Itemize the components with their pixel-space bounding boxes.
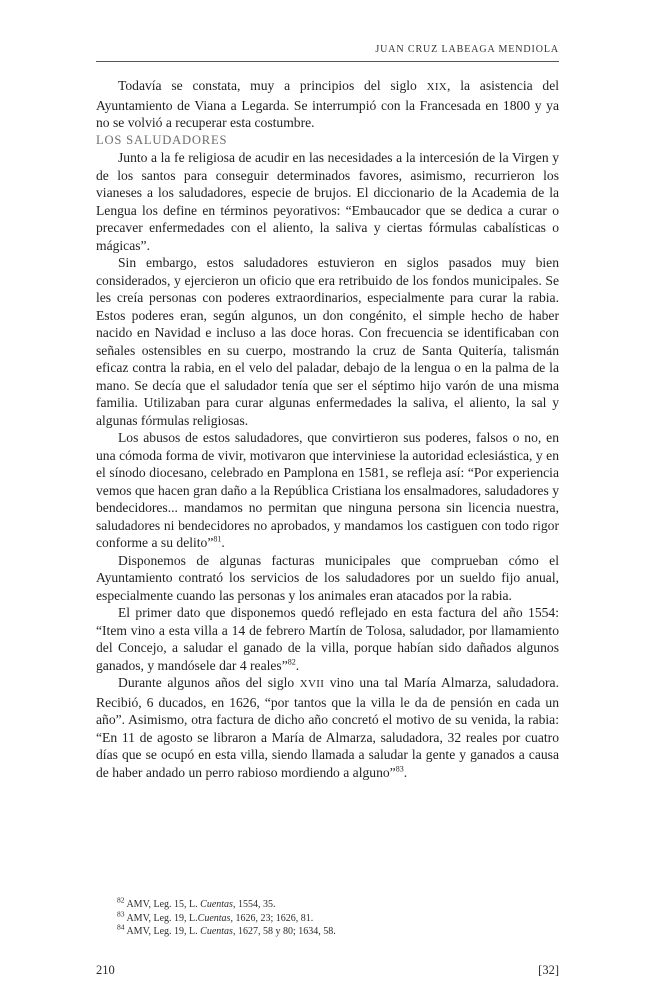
footnote-source: AMV, Leg. 15, L.: [126, 899, 201, 910]
running-header: JUAN CRUZ LABEAGA MENDIOLA: [375, 44, 559, 55]
intro-text-post: , la asistencia del Ayuntamiento de Viana a Legarda. Se interrumpió con la Francesada en 1800 y ya no se volvió a recuperar esta costumbre.: [96, 78, 559, 130]
footnote-number: 84: [117, 922, 125, 932]
paragraph-3-text: Los abusos de estos saludadores, que convirtieron sus poderes, falsos o no, en una cómoda forma de vivir, motivaron que interviniese la autoridad eclesiástica, y en el sínodo diocesano, celebrado en Pamplona en 1581, se refleja así: “Por experiencia vemos que hacen gran daño a la República Cristiana los ensalmadores, saludadores y bendecidores... mandamos no permitan que ninguna persona sin licencia nuestra, saludadores ni bendecidores no aprobados, y mandamos los castiguen con todo rigor conforme a su delito”: [96, 430, 559, 550]
paragraph-6-text-post: vino una tal María Almarza, saludadora. Recibió, 6 ducados, en 1626, “por tantos que la villa le da de pensión en cada un año”. Asimismo, otra factura de dicho año concretó el motivo de su venida, la rabia: “En 11 de agosto se libraron a María de Almarza, saludadora, 32 reales por cuatro días que se ocupó en esta villa, siendo llamada a saludar la gente y ganados a causa de haber andado un perro rabioso mordiendo a alguno”: [96, 675, 559, 780]
paragraph-5: El primer dato que disponemos quedó reflejado en esta factura del año 1554: “Item vino a esta villa a 14 de febrero Martín de Tolosa, saludador, por llamamiento del Concejo, a saludar el ganado de la villa, porque habían sido dañados algunos ganados, y mandósele dar 4 reales”$^{82}$.: [96, 605, 559, 673]
paragraph-6: Durante algunos años del siglo XVII vino una tal María Almarza, saludadora. Recibió, 6 ducados, en 1626, “por tantos que la villa le da de pensión en cada un año”. Asimismo, otra factura de dicho año concretó el motivo de su venida, la rabia: “En 11 de agosto se libraron a María de Almarza, saludadora, 32 reales por cuatro días que se ocupó en esta villa, siendo llamada a saludar la gente y ganados a causa de haber andado un perro rabioso mordiendo a alguno”$^{83}$.: [96, 675, 559, 780]
century-numeral: XVII: [299, 678, 325, 690]
footnote: [117, 895, 559, 912]
footnotes: [117, 895, 559, 939]
header-rule: [96, 61, 559, 62]
bracket-page-number: [32]: [538, 963, 559, 977]
footnote-ref: , 1554, 35.: [232, 899, 276, 910]
footnote-source: AMV, Leg. 19, L.: [126, 926, 201, 937]
paragraph-2: Sin embargo, estos saludadores estuvieron en siglos pasados muy bien considerados, y ejercieron un oficio que era retribuido de los fondos municipales. Se les creía personas con poderes extraordinarios, especialmente para curar la rabia. Estos poderes eran, según algunos, un don congénito, el simple hecho de haber nacido en Navidad e incluso a las doce horas. Con frecuencia se identificaban con señales ostensibles en su cuerpo, mostrando la cruz de Santa Quitería, talismán eficaz contra la rabia, en el velo del paladar, debajo de la lengua o en la palma de la mano. Se decía que el saludador tenía que ser el séptimo hijo varón de una misma familia. Utilizaban para curar algunas enfermedades la saliva, el aliento, la sal y algunas fórmulas religiosas.: [96, 255, 559, 428]
footnote-number: 83: [117, 909, 125, 919]
footnote-source: AMV, Leg. 19, L.: [126, 912, 198, 924]
paragraph-6-text-pre: Durante algunos años del siglo: [118, 675, 300, 690]
footnote-title: Cuentas: [200, 926, 233, 937]
section-heading: LOS SALUDADORES: [96, 132, 228, 147]
footnote-ref: , 1627, 58 y 80; 1634, 58.: [232, 926, 336, 937]
intro-text-pre: Todavía se constata, muy a principios del siglo: [118, 78, 427, 93]
footnote-ref: , 1626, 23; 1626, 81.: [230, 912, 314, 924]
paragraph-5-text: El primer dato que disponemos quedó reflejado en esta factura del año 1554: “Item vino a esta villa a 14 de febrero Martín de Tolosa, saludador, por llamamiento del Concejo, a saludar el ganado de la villa, porque habían sido dañados algunos ganados, y mandósele dar 4 reales”: [96, 605, 559, 673]
note-ref-83[interactable]: 83: [395, 763, 404, 773]
footnote-title: Cuentas: [200, 899, 233, 910]
note-ref-81[interactable]: 81: [213, 534, 222, 544]
footnote: [117, 922, 559, 939]
body-text: [96, 77, 559, 781]
intro-paragraph: [96, 77, 559, 132]
paragraph-4: Disponemos de algunas facturas municipales que comprueban cómo el Ayuntamiento contrató los servicios de los saludadores por un sueldo fijo anual, especialmente cuando las personas y los animales eran atacados por la rabia.: [96, 552, 559, 603]
page-number: 210: [96, 963, 115, 977]
footnote: [117, 909, 559, 926]
century-numeral: XIX: [426, 81, 448, 93]
paragraph-1: Junto a la fe religiosa de acudir en las necesidades a la intercesión de la Virgen y de los santos para conseguir determinados favores, asimismo, recurrieron los vianeses a los saludadores, especie de brujos. El diccionario de la Academia de la Lengua los define en términos peyorativos: “Embaucador que se dedica a curar o precaver enfermedades con el aliento, la saliva y ciertas fórmulas cabalísticas o mágicas”.: [96, 150, 559, 253]
footnote-title: Cuentas: [197, 912, 231, 924]
paragraph-3: Los abusos de estos saludadores, que convirtieron sus poderes, falsos o no, en una cómoda forma de vivir, motivaron que interviniese la autoridad eclesiástica, y en el sínodo diocesano, celebrado en Pamplona en 1581, se refleja así: “Por experiencia vemos que hacen gran daño a la República Cristiana los ensalmadores, saludadores y bendecidores... mandamos no permitan que ninguna persona sin licencia nuestra, saludadores ni bendecidores no aprobados, y mandamos los castiguen con todo rigor conforme a su delito”$^{81}$.: [96, 430, 559, 550]
footnote-number: 82: [117, 895, 125, 905]
note-ref-82[interactable]: 82: [287, 656, 296, 666]
